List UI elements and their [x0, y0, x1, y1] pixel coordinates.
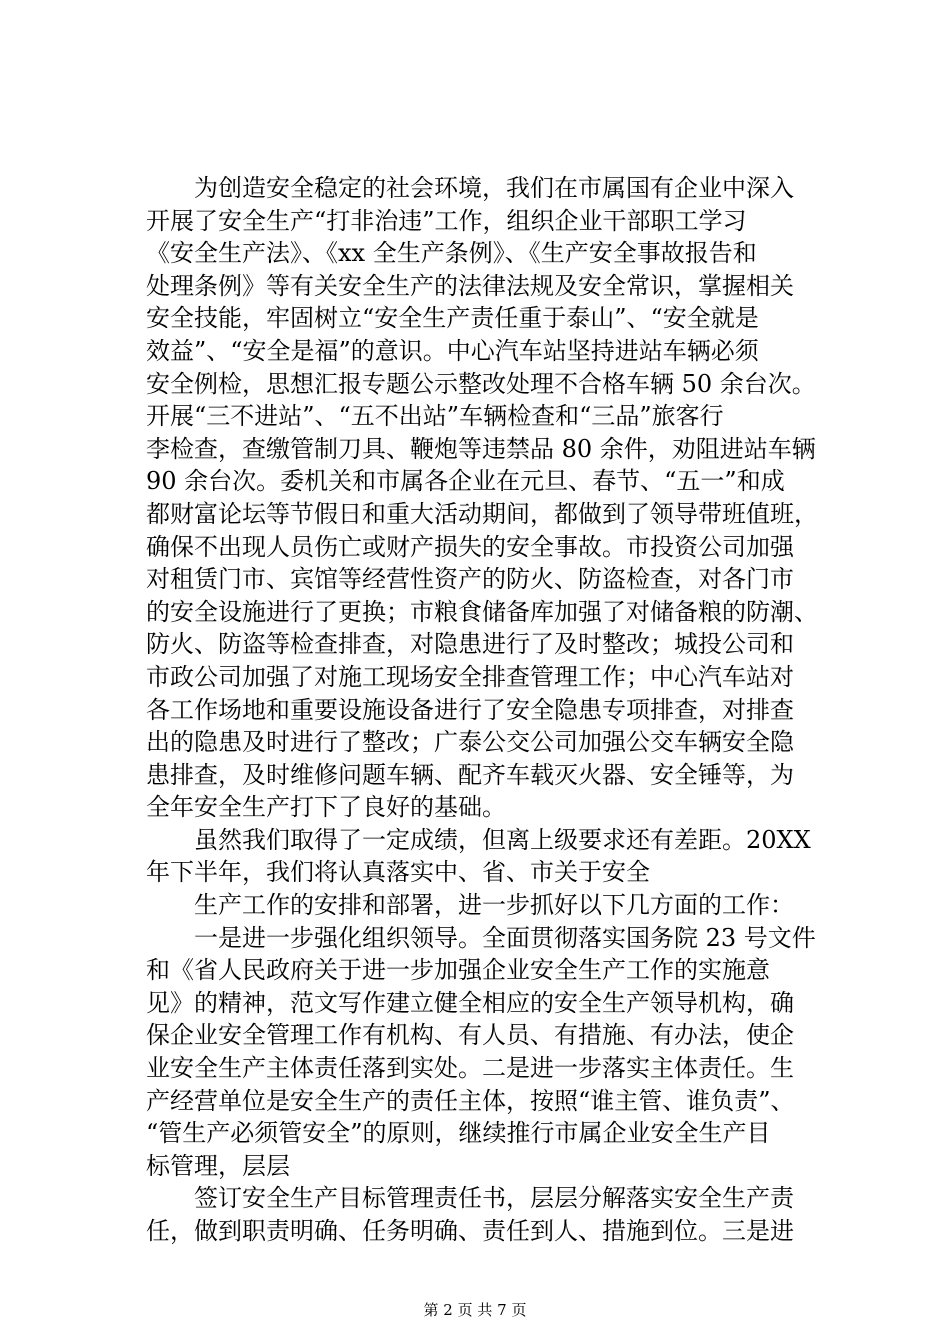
text-line: 都财富论坛等节假日和重大活动期间，都做到了领导带班值班， [146, 499, 818, 528]
text-line: 产经营单位是安全生产的责任主体，按照“谁主管、谁负责”、 [146, 1086, 795, 1115]
text-line: 处理条例》等有关安全生产的法律法规及安全常识，掌握相关 [146, 271, 794, 300]
page-footer: 第 2 页 共 7 页 [423, 1301, 527, 1319]
text-line: 90 余台次。委机关和市属各企业在元旦、春节、“五一”和成 [146, 467, 785, 496]
text-line: 的安全设施进行了更换；市粮食储备库加强了对储备粮的防潮、 [146, 597, 818, 626]
text-line: 业安全生产主体责任落到实处。二是进一步落实主体责任。生 [146, 1054, 794, 1083]
text-line: 保企业安全管理工作有机构、有人员、有措施、有办法，使企 [146, 1021, 794, 1050]
text-line: 效益”、“安全是福”的意识。中心汽车站坚持进站车辆必须 [146, 336, 759, 365]
text-line: “管生产必须管安全”的原则，继续推行市属企业安全生产目 [146, 1119, 771, 1148]
text-line: 对租赁门市、宾馆等经营性资产的防火、防盗检查，对各门市 [146, 565, 794, 594]
text-line: 防火、防盗等检查排查，对隐患进行了及时整改；城投公司和 [146, 630, 794, 659]
text-line: 见》的精神，范文写作建立健全相应的安全生产领导机构，确 [146, 988, 794, 1017]
text-line: 李检查，查缴管制刀具、鞭炮等违禁品 80 余件，劝阻进站车辆 [146, 434, 816, 463]
text-line: 出的隐患及时进行了整改；广泰公交公司加强公交车辆安全隐 [146, 728, 794, 757]
text-line: 患排查，及时维修问题车辆、配齐车载灭火器、安全锤等，为 [146, 760, 794, 789]
text-line: 市政公司加强了对施工现场安全排查管理工作；中心汽车站对 [146, 662, 794, 691]
text-line: 一是进一步强化组织领导。全面贯彻落实国务院 23 号文件 [146, 923, 816, 952]
text-line: 和《省人民政府关于进一步加强企业安全生产工作的实施意 [146, 956, 770, 985]
text-line: 任，做到职责明确、任务明确、责任到人、措施到位。三是进 [146, 1217, 794, 1245]
text-line: 安全技能，牢固树立“安全生产责任重于泰山”、“安全就是 [146, 304, 759, 333]
text-line: 为创造安全稳定的社会环境，我们在市属国有企业中深入 [146, 174, 794, 202]
text-line: 生产工作的安排和部署，进一步抓好以下几方面的工作： [146, 891, 794, 920]
body-text [146, 172, 826, 1248]
text-line: 安全例检，思想汇报专题公示整改处理不合格车辆 50 余台次。 [146, 369, 816, 398]
text-line: 开展“三不进站”、“五不出站”车辆检查和“三品”旅客行 [146, 402, 724, 431]
text-line: 年下半年，我们将认真落实中、省、市关于安全 [146, 858, 650, 887]
text-line: 标管理，层层 [146, 1151, 290, 1180]
text-line: 全年安全生产打下了良好的基础。 [146, 793, 506, 822]
text-line: 签订安全生产目标管理责任书，层层分解落实安全生产责 [146, 1184, 794, 1213]
text-line: 开展了安全生产“打非治违”工作，组织企业干部职工学习 [146, 206, 747, 235]
text-line: 各工作场地和重要设施设备进行了安全隐患专项排查，对排查 [146, 695, 794, 724]
text-line: 确保不出现人员伤亡或财产损失的安全事故。市投资公司加强 [146, 532, 794, 561]
text-line: 《安全生产法》、《xx 全生产条例》、《生产安全事故报告和 [146, 239, 757, 268]
text-line: 虽然我们取得了一定成绩，但离上级要求还有差距。20XX [146, 825, 811, 854]
